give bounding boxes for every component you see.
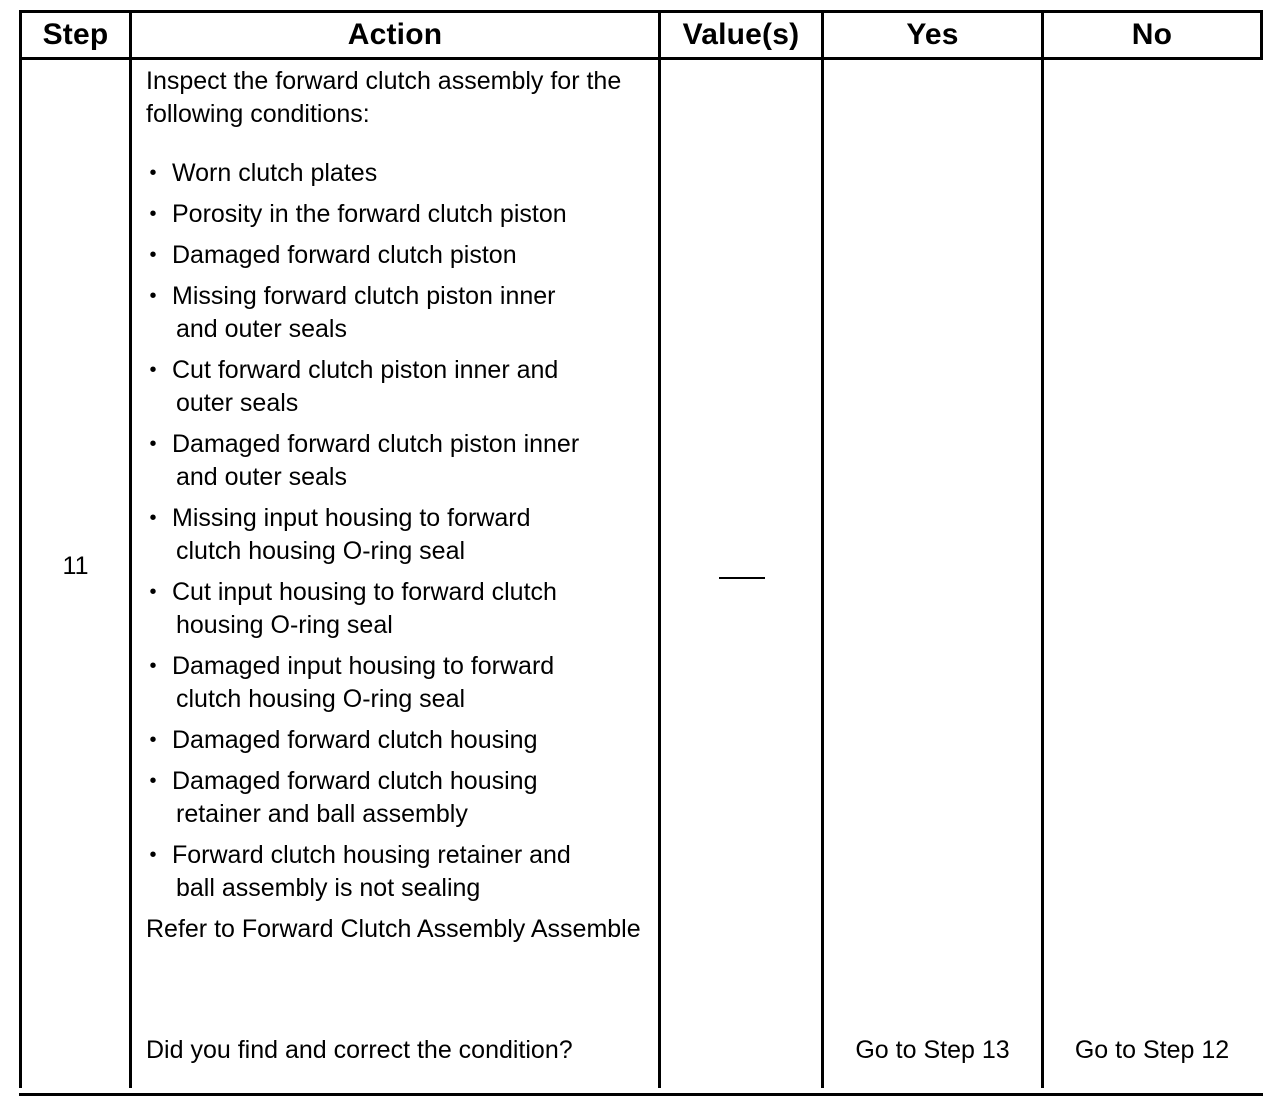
condition-item bbox=[146, 576, 651, 642]
diagnostic-table bbox=[19, 10, 1263, 1092]
table-border-left bbox=[19, 10, 22, 1088]
condition-text: Damaged forward clutch piston inner bbox=[172, 430, 580, 458]
condition-text: Porosity in the forward clutch piston bbox=[172, 200, 567, 228]
header-yes: Yes bbox=[906, 18, 959, 51]
action-refer: Refer to Forward Clutch Assembly Assemble bbox=[146, 915, 641, 943]
condition-item bbox=[146, 157, 651, 190]
condition-text: Cut input housing to forward clutch bbox=[172, 578, 557, 606]
condition-text: Missing forward clutch piston inner bbox=[172, 282, 556, 310]
condition-text: Damaged input housing to forward bbox=[172, 652, 555, 680]
condition-text: housing O-ring seal bbox=[176, 611, 393, 639]
table-border-right bbox=[1260, 10, 1263, 60]
condition-text: and outer seals bbox=[176, 315, 347, 343]
condition-item bbox=[146, 724, 651, 757]
condition-text: clutch housing O-ring seal bbox=[176, 685, 466, 713]
condition-text: ball assembly is not sealing bbox=[176, 874, 481, 902]
header-divider bbox=[19, 57, 1263, 60]
condition-item bbox=[146, 650, 651, 716]
step-number: 11 bbox=[62, 552, 89, 580]
action-intro: Inspect the forward clutch assembly for the following conditions: bbox=[146, 67, 622, 128]
bullet-icon: • bbox=[149, 770, 157, 792]
bullet-icon: • bbox=[149, 581, 157, 603]
condition-text: Missing input housing to forward bbox=[172, 504, 531, 532]
condition-text: Forward clutch housing retainer and bbox=[172, 841, 571, 869]
column-divider-yes bbox=[1041, 10, 1044, 1088]
action-cell bbox=[146, 65, 651, 946]
header-values: Value(s) bbox=[682, 18, 800, 51]
bullet-icon: • bbox=[149, 285, 157, 307]
header-no: No bbox=[1131, 18, 1173, 51]
bullet-icon: • bbox=[149, 203, 157, 225]
condition-text: outer seals bbox=[176, 389, 299, 417]
condition-item bbox=[146, 428, 651, 494]
condition-text: Damaged forward clutch housing bbox=[172, 726, 538, 754]
condition-item bbox=[146, 198, 651, 231]
bullet-icon: • bbox=[149, 844, 157, 866]
table-border-bottom bbox=[19, 1093, 1263, 1096]
bullet-icon: • bbox=[149, 162, 157, 184]
column-divider-step bbox=[129, 10, 132, 1088]
condition-text: Worn clutch plates bbox=[172, 159, 378, 187]
condition-item bbox=[146, 280, 651, 346]
condition-item bbox=[146, 502, 651, 568]
value-dash bbox=[719, 577, 765, 579]
condition-text: Damaged forward clutch housing bbox=[172, 767, 538, 795]
condition-item bbox=[146, 354, 651, 420]
header-step: Step bbox=[42, 18, 109, 51]
bullet-icon: • bbox=[149, 433, 157, 455]
action-question: Did you find and correct the condition? bbox=[146, 1036, 573, 1064]
condition-text: retainer and ball assembly bbox=[176, 800, 468, 828]
condition-item bbox=[146, 239, 651, 272]
no-result: Go to Step 12 bbox=[1074, 1036, 1230, 1064]
condition-text: Damaged forward clutch piston bbox=[172, 241, 517, 269]
condition-text: clutch housing O-ring seal bbox=[176, 537, 466, 565]
condition-item bbox=[146, 765, 651, 831]
condition-list bbox=[146, 157, 651, 905]
header-action: Action bbox=[347, 18, 443, 51]
condition-text: and outer seals bbox=[176, 463, 347, 491]
column-divider-values bbox=[821, 10, 824, 1088]
condition-item bbox=[146, 839, 651, 905]
condition-text: Cut forward clutch piston inner and bbox=[172, 356, 559, 384]
bullet-icon: • bbox=[149, 507, 157, 529]
bullet-icon: • bbox=[149, 655, 157, 677]
yes-result: Go to Step 13 bbox=[855, 1036, 1010, 1064]
bullet-icon: • bbox=[149, 359, 157, 381]
column-divider-action bbox=[658, 10, 661, 1088]
bullet-icon: • bbox=[149, 729, 157, 751]
bullet-icon: • bbox=[149, 244, 157, 266]
